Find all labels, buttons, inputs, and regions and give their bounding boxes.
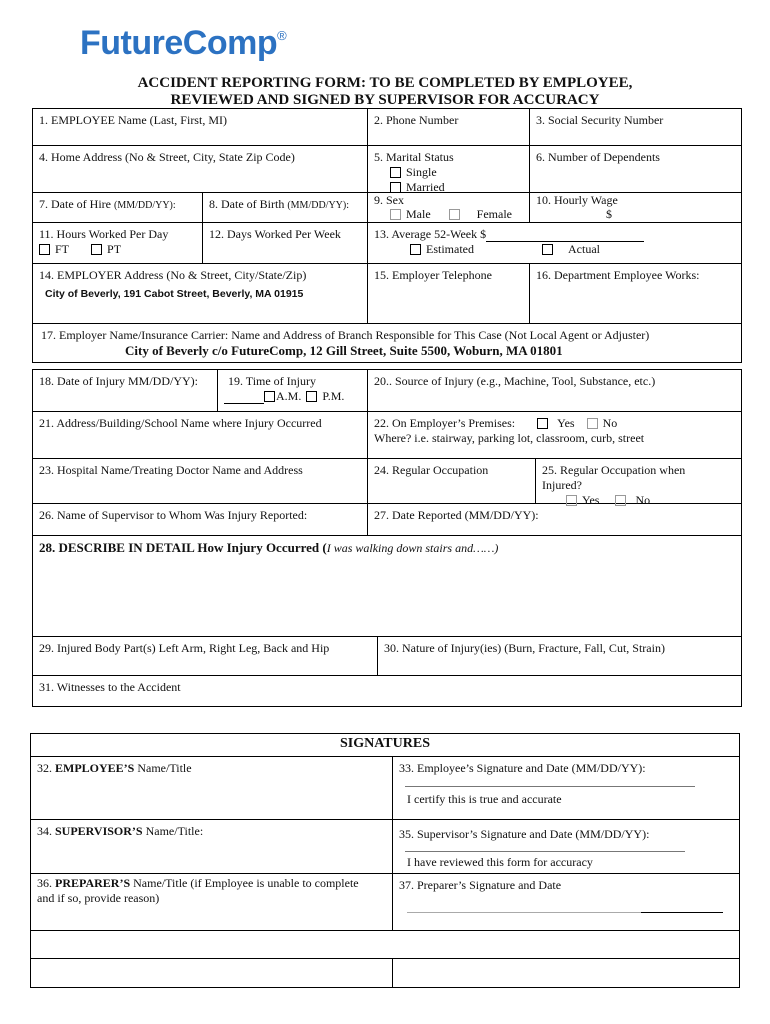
hours-per-day-label: 11. Hours Worked Per Day [39,227,169,241]
date-of-hire-label: 7. Date of Hire [39,197,111,211]
employer-telephone-field[interactable] [368,264,530,324]
employer-address-value: City of Beverly, 191 Cabot Street, Beverly, MA 01915 [45,288,304,300]
married-checkbox[interactable] [390,182,401,193]
supervisor-reported-field[interactable] [33,504,368,536]
occupation-when-injured-label2: Injured? [542,478,582,492]
signatures-blank-row [31,931,739,959]
date-of-birth-format: (MM/DD/YY): [287,200,349,211]
supervisor-reported-label: 26. Name of Supervisor to Whom Was Injury Reported: [39,508,308,522]
witnesses-label: 31. Witnesses to the Accident [39,680,181,694]
preparer-date-line[interactable] [641,912,723,913]
regular-occupation-label: 24. Regular Occupation [374,463,489,477]
am-checkbox[interactable] [264,391,275,402]
injury-location-field[interactable] [33,412,368,459]
supervisor-name-title-bold: SUPERVISOR’S [55,824,143,838]
employee-name-title-field[interactable] [31,757,393,820]
estimated-checkbox[interactable] [410,244,421,255]
employer-insurance-value: City of Beverly c/o FutureComp, 12 Gill Street, Suite 5500, Woburn, MA 01801 [125,343,563,358]
home-address-field[interactable] [33,146,368,193]
occupation-when-injured-label: 25. Regular Occupation when [542,463,686,477]
home-address-label: 4. Home Address (No & Street, City, State Zip Code) [39,150,295,164]
pm-checkbox[interactable] [306,391,317,402]
nature-of-injury-label: 30. Nature of Injury(ies) (Burn, Fracture, Fall, Cut, Strain) [384,641,665,655]
phone-number-field[interactable] [368,109,530,146]
ft-label: FT [55,242,70,256]
pm-label: P.M. [322,389,345,403]
preparer-signature-line[interactable] [407,912,641,913]
married-label: Married [406,180,445,194]
ssn-field[interactable] [530,109,741,146]
body-parts-field[interactable] [33,637,378,676]
male-label: Male [406,207,431,221]
supervisor-reviewed-text: I have reviewed this form for accuracy [407,855,593,869]
hospital-doctor-label: 23. Hospital Name/Treating Doctor Name and Address [39,463,303,477]
employee-name-label: 1. EMPLOYEE Name (Last, First, MI) [39,113,227,127]
injury-description-number: 28. [39,540,56,555]
signatures-blank-cell-left [31,959,393,987]
futurecomp-logo [80,24,286,63]
department-field[interactable] [530,264,741,324]
premises-no-label: No [602,416,618,430]
female-label: Female [476,207,512,221]
employer-insurance-label: 17. Employer Name/Insurance Carrier: Name and Address of Branch Responsible for This Case (Not Local Agent or Adjuster) [41,328,650,342]
preparer-signature-field [393,874,739,931]
ssn-label: 3. Social Security Number [536,113,664,127]
injury-description-example: I was walking down stairs and……) [326,541,499,555]
am-label: A.M. [276,389,302,403]
sex-label: 9. Sex [374,193,404,207]
employee-signature-line[interactable] [405,785,695,787]
female-checkbox[interactable] [449,209,460,220]
dependents-field[interactable] [530,146,741,193]
pt-label: PT [107,242,122,256]
supervisor-name-title-number: 34. [37,824,52,838]
premises-yes-label: Yes [557,416,575,430]
employer-address-label: 14. EMPLOYER Address (No & Street, City/State/Zip) [39,268,307,282]
hospital-doctor-field[interactable] [33,459,368,504]
preparer-name-title-field[interactable] [31,874,393,931]
sex-field [368,193,530,223]
injury-description-label: DESCRIBE IN DETAIL How Injury Occurred ( [58,540,327,555]
employee-name-field[interactable] [33,109,368,146]
date-of-injury-label: 18. Date of Injury MM/DD/YY): [39,374,198,388]
ft-checkbox[interactable] [39,244,50,255]
actual-label: Actual [568,242,600,256]
actual-checkbox[interactable] [542,244,553,255]
supervisor-signature-line[interactable] [405,850,685,852]
premises-yes-checkbox[interactable] [537,418,548,429]
hourly-wage-field[interactable] [530,193,741,223]
occupation-yes-label: Yes [582,493,600,507]
department-label: 16. Department Employee Works: [536,268,700,282]
body-parts-label: 29. Injured Body Part(s) Left Arm, Right Leg, Back and Hip [39,641,330,655]
date-of-hire-format: (MM/DD/YY): [113,200,176,211]
employee-signature-field [393,757,739,820]
preparer-name-title-label: Name/Title (if Employee is unable to complete [130,876,359,890]
employer-premises-field [368,412,741,459]
employee-section [32,108,742,363]
days-per-week-label: 12. Days Worked Per Week [209,227,341,241]
logo-text: FutureComp [80,24,278,62]
employee-signature-label: 33. Employee’s Signature and Date (MM/DD/YY): [399,761,646,775]
nature-of-injury-field[interactable] [378,637,741,676]
supervisor-name-title-field[interactable] [31,820,393,874]
witnesses-field[interactable] [33,676,741,706]
signatures-section [30,733,740,988]
date-of-birth-label: 8. Date of Birth [209,197,285,211]
marital-status-field [368,146,530,193]
date-reported-label: 27. Date Reported (MM/DD/YY): [374,508,539,522]
hourly-wage-unit: $ [606,207,612,221]
form-title-line2-text: REVIEWED AND SIGNED BY SUPERVISOR FOR ACCURACY [170,92,600,108]
supervisor-signature-field [393,820,739,874]
date-of-birth-field[interactable] [203,193,368,223]
form-title-line2 [0,91,770,109]
occupation-no-label: No [635,493,651,507]
injury-location-label: 21. Address/Building/School Name where Injury Occurred [39,416,322,430]
time-of-injury-input[interactable] [224,403,264,404]
date-of-hire-field[interactable] [33,193,203,223]
premises-no-checkbox[interactable] [587,418,598,429]
injury-description-field[interactable] [33,536,741,637]
employer-telephone-label: 15. Employer Telephone [374,268,492,282]
hours-per-day-field [33,223,203,264]
injury-section [32,369,742,707]
form-title-line1: ACCIDENT REPORTING FORM: TO BE COMPLETED BY EMPLOYEE, [137,75,633,91]
signatures-header [31,734,739,757]
regular-occupation-field[interactable] [368,459,536,504]
employee-name-title-label: Name/Title [134,761,192,775]
average-52-week-label: 13. Average 52-Week $ [374,227,487,241]
date-of-injury-field[interactable] [33,370,218,412]
days-per-week-field[interactable] [203,223,368,264]
supervisor-signature-label: 35. Supervisor’s Signature and Date (MM/DD/YY): [399,827,650,841]
preparer-signature-label: 37. Preparer’s Signature and Date [399,878,562,892]
time-of-injury-label: 19. Time of Injury [228,374,317,388]
source-of-injury-label: 20.. Source of Injury (e.g., Machine, Tool, Substance, etc.) [374,374,656,388]
preparer-name-title-number: 36. [37,876,52,890]
employer-premises-label: 22. On Employer’s Premises: [374,416,516,430]
preparer-name-title-label2: and if so, provide reason) [37,891,160,905]
registered-mark: ® [277,28,287,43]
single-checkbox[interactable] [390,167,401,178]
employee-certify-text: I certify this is true and accurate [407,792,562,806]
marital-status-label: 5. Marital Status [374,150,454,164]
hourly-wage-label: 10. Hourly Wage [536,193,618,207]
supervisor-name-title-label: Name/Title: [142,824,204,838]
signatures-header-text: SIGNATURES [340,736,430,751]
male-checkbox[interactable] [390,209,401,220]
date-reported-field[interactable] [368,504,741,536]
premises-where-label: Where? i.e. stairway, parking lot, classroom, curb, street [374,431,645,445]
signatures-blank-cell-right [393,959,739,987]
single-label: Single [406,165,437,179]
employee-name-title-number: 32. [37,761,52,775]
employer-insurance-field [33,324,741,362]
time-of-injury-field [218,370,368,412]
dependents-label: 6. Number of Dependents [536,150,660,164]
phone-number-label: 2. Phone Number [374,113,459,127]
employee-name-title-bold: EMPLOYEE’S [55,761,135,775]
occupation-when-injured-field [536,459,741,507]
employer-address-field [33,264,368,324]
source-of-injury-field[interactable] [368,370,741,412]
average-52-week-field [368,223,741,264]
preparer-name-title-bold: PREPARER’S [55,876,131,890]
pt-checkbox[interactable] [91,244,102,255]
estimated-label: Estimated [426,242,474,256]
